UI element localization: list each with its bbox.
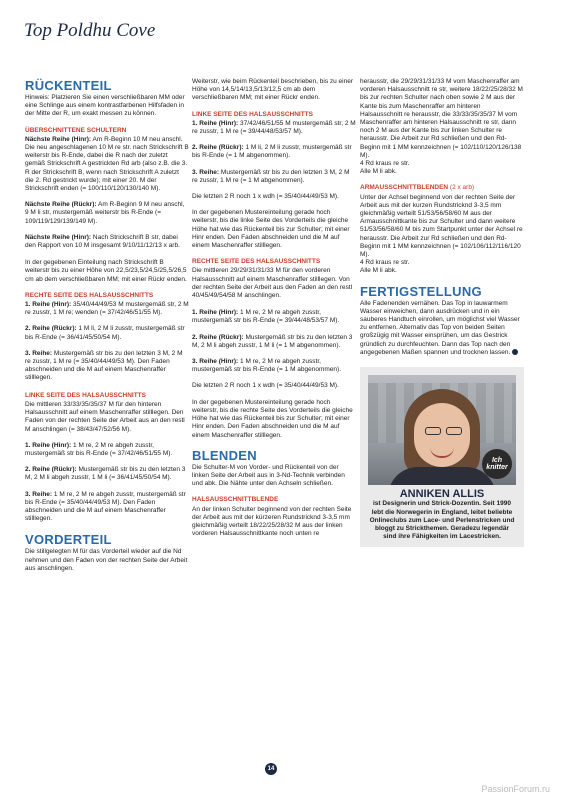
row-label: Nächste Reihe (Hinr): — [25, 135, 92, 143]
section-title-blenden: BLENDEN — [192, 447, 257, 463]
section-title-fertigstellung: FERTIGSTELLUNG — [360, 283, 482, 299]
instruction-row — [192, 120, 356, 136]
watermark: PassionForum.ru — [481, 784, 550, 794]
blenden-text: Die Schulter-M von Vorder- und Rückenteil von der linken Seite der Arbeit aus in 3-Nd-Technik verbinden und abk. Die Nähte unter den Achseln schließen. — [192, 463, 345, 488]
column-1 — [25, 78, 189, 581]
subsection-title-schultern: ÜBERSCHNITTENE SCHULTERN — [25, 126, 127, 134]
row-text: 1 M re, 2 M re abgeh zusstr, mustergemäß str bis R-Ende (= 1 M abgenommen). — [192, 358, 342, 374]
row-label: 2. Reihe (Rückr): — [25, 466, 77, 474]
armausschnitt-text: Unter der Achsel beginnend von der rechten Seite der Arbeit aus mit der kurzen Rundstricknd 3-3,5 mm gleichmäßig verteilt 51/53/56/58/60 M aus der Armausschnittkante bis zur Schulter und dann weitere 51/53/56/58/60 M bis zum Startpunkt unter der Achsel re herausstr. Die Arbeit zur Rd schließen und den Rd-Beginn mit 1 MM kennzeichnen (= 102/106/112/116/120 M). — [360, 193, 523, 259]
row-label: Nächste Reihe (Rückr): — [25, 201, 97, 209]
col3-intro: herausstr, die 29/29/31/31/33 M vom Maschenraffer am vorderen Halsausschnitt re str, weitere 18/22/25/28/32 M bis zur rechten Schulter nach oben sowie 2 M aus der Kante bis zum Maschenraffer am hinteren Halsausschnitt re herausstr, die 33/33/35/35/37 M vom Maschenraffer am hinteren Halsausschnitt re str, dann noch 2 M aus der Kante bis zur linken Schulter re herausstr. Die Arbeit zur Rd schließen und den Rd-Beginn mit 1 MM kennzeichnen (= 102/110/120/126/138 M). — [360, 78, 523, 159]
row-text: 1 M re, 2 M re abgeh zusstr, mustergemäß str bis R-Ende (= 39/44/48/53/57 M). — [192, 309, 340, 325]
instruction-row — [25, 491, 189, 524]
fertigstellung-paragraph — [360, 300, 524, 357]
section-title-vorderteil: VORDERTEIL — [25, 532, 112, 548]
row-label: 3. Reihe (Hinr): — [192, 358, 239, 366]
row-label: 3. Reihe: — [25, 349, 53, 357]
row-label: 2. Reihe (Rückr): — [25, 325, 77, 333]
column-3 — [360, 78, 524, 547]
row-text: Am R-Beginn 9 M neu anschl, 9 M li str, mustergemäß weiterstr bis R-Ende (= 109/119/129/139/149 M). — [25, 201, 185, 225]
row-label: 3. Reihe: — [192, 168, 220, 176]
row-label: 2. Reihe (Rückr): — [192, 333, 244, 341]
row-label: 1. Reihe (Hinr): — [25, 441, 72, 449]
row-label: 3. Reihe: — [25, 490, 53, 498]
linke-intro: Die mittleren 33/33/35/35/37 M für den hinteren Halsausschnitt auf einem Maschenraffer stilllegen. Den Faden von der rechten Seite der Arbeit aus an den restl M anschlingen (= 38/43/47/52/56 M). — [25, 400, 185, 433]
instruction-row — [25, 136, 189, 193]
author-photo — [368, 375, 516, 485]
instruction-row — [192, 309, 356, 325]
instruction-row — [25, 234, 189, 250]
instruction-line: 4 Rd kraus re str. — [360, 259, 410, 267]
instruction-row — [25, 466, 189, 482]
knitter-badge-logo: Ich knitter — [482, 449, 512, 479]
instruction-row — [25, 301, 189, 317]
row-text: 1 M li, 2 M li zusstr, mustergemäß str bis R-Ende (= 1 M abgenommen). — [192, 144, 352, 160]
fertigstellung-text: Alle Fadenenden vernähen. Das Top in lauwarmem Wasser einweichen, dann ausdrücken und in ein sauberes Handtuch einrollen, um möglichst viel Wasser zu entfernen. Alternativ das Top von beiden Seiten großzügig mit Wasser einsprühen, um das Gestrick gründlich zu durchfeuchten. Dann das Top nach den angegebenen Maßen spannen und trocknen lassen. — [360, 299, 520, 356]
instruction-row — [192, 358, 356, 374]
subsection-title-armausschnitt — [360, 184, 524, 192]
row-text: Mustergemäß str bis zu den letzten 3 M, 2 M re zusstr, 1 M re (= 35/40/44/49/53 M). Den Faden abschneiden und die M auf einem Maschenraffer stilllegen. — [25, 349, 183, 382]
row-text: 1 M re, 2 M re abgeh zusstr, mustergemäß str bis R-Ende (= 35/40/44/49/53 M). Den Faden abschneiden und die M auf einem Maschenraffer stilllegen. — [25, 490, 186, 523]
instruction-row — [25, 325, 189, 341]
rechte-after: Die letzten 2 R noch 1 x wdh (= 35/40/44/49/53 M). — [192, 382, 339, 390]
row-text: Mustergemäß str bis zu den letzten 3 M, 2 M li abgeh zusstr, 1 M li (= 1 M abgenommen). — [192, 333, 353, 349]
rechte-paragraph: In der gegebenen Mustereinteilung gerade hoch weiterstr, bis die rechte Seite des Vorderteils die gleiche Höhe hat wie das Rückenteil bis zur Schulter; mit einer Hinr enden. Den Faden abschneiden und die M auf einem Maschenraffer stilllegen. — [192, 398, 353, 439]
author-name: ANNIKEN ALLIS — [399, 488, 485, 501]
row-text: Mustergemäß str bis zu den letzten 3 M, 2 M re zusstr, 1 M re (= 1 M abgenommen). — [192, 168, 350, 184]
linke-paragraph: In der gegebenen Mustereinteilung gerade hoch weiterstr, bis die linke Seite des Vorderteils die gleiche Höhe hat wie das Rückenteil bis zur Schulter; mit einer Hinr enden. Den Faden abschneiden und die M auf einem Maschenraffer stilllegen. — [192, 209, 350, 250]
page-title: Top Poldhu Cove — [24, 20, 156, 41]
page-number: 14 — [265, 763, 277, 775]
row-label: 2. Reihe (Rückr): — [192, 144, 244, 152]
row-label: 1. Reihe (Hinr): — [192, 309, 239, 317]
instruction-row — [192, 334, 356, 350]
subsection-title-halsblende: HALSAUSSCHNITTBLENDE — [192, 496, 279, 504]
row-text: Am R-Beginn 10 M neu anschl. Die neu angeschlagenen 10 M re str. nach Strickschrift B weiterstr bis R-Ende, dabei die R nach der zuletzt gemäß Strickschrift A gestrickten Rd arb (also z.B. die 3. R der Strickschrift B, wenn nach Strickschrift A zuletzt die 2. Rd gestrickt wurde); mit einer 20. M der Strickschrift enden (= 100/110/120/130/140 M). — [25, 135, 189, 193]
instruction-row — [25, 201, 189, 226]
armausschnitt-title-text: ARMAUSSCHNITTBLENDEN — [360, 184, 449, 192]
schultern-paragraph: In der gegebenen Einteilung nach Strickschrift B weiterstr bis zu einer Höhe von 22,5/23,5/24,5/25,5/26,5 cm ab dem verschließbaren MM; mit einer Rückr enden. — [25, 259, 187, 283]
rueckenteil-intro: Hinweis: Platzieren Sie einen verschließbaren MM oder eine Schlinge aus einem kontrastfarbenen Hilfsfaden in der Mitte der R, um exakt messen zu können. — [25, 94, 185, 118]
linke-after: Die letzten 2 R noch 1 x wdh (= 35/40/44/49/53 M). — [192, 193, 339, 201]
halsblende-text: An der linken Schulter beginnend von der rechten Seite der Arbeit aus mit der kürzeren Rundstricknd 3-3,5 mm gleichmäßig verteilt 18/22/25/28/32 M aus der linken vorderen Halsausschnittkante noch unten re — [192, 505, 352, 538]
instruction-line: 4 Rd kraus re str. — [360, 160, 410, 168]
instruction-line: Alle M li abk. — [360, 267, 397, 275]
author-bio: ist Designerin und Strick-Dozentin. Seit 1990 lebt die Norwegerin in England, leitet beliebte Onlineclubs zum Lace- und Perlenstricken und bloggt zu Strickthemen. Geradezu legendär sind ihre Fähigkeiten im Lacestricken. — [369, 500, 515, 541]
row-text: 35/40/44/49/53 M mustergemäß str, 2 M re zusstr, 1 M re; wenden (= 37/42/46/51/55 M). — [25, 301, 189, 317]
row-label: 1. Reihe (Hinr): — [192, 119, 239, 127]
row-text: 37/42/46/51/55 M mustergemäß str, 2 M re zusstr, 1 M re (= 39/44/48/53/57 M). — [192, 119, 356, 136]
rechte-intro: Die mittleren 29/29/31/31/33 M für den vorderen Halsausschnitt auf einem Maschenraffer stilllegen. Von der rechten Seite der Arbeit aus den Faden an den restl 40/45/49/54/58 M anschlingen. — [192, 267, 353, 300]
subsection-title-rechte-seite: RECHTE SEITE DES HALSAUSSCHNITTS — [25, 291, 154, 299]
subsection-title-linke-seite: LINKE SEITE DES HALSAUSSCHNITTS — [25, 391, 146, 399]
instruction-row — [192, 169, 356, 185]
row-text: Nach Strickschrift B str, dabei den Rapport von 10 M insgesamt 9/10/11/12/13 x arb. — [25, 233, 180, 250]
instruction-line: Alle M li abk. — [360, 168, 397, 176]
row-text: 1 M re, 2 M re abgeh zusstr, mustergemäß str bis R-Ende (= 37/42/46/51/55 M). — [25, 441, 173, 457]
subsection-title-rechte-seite-vorne: RECHTE SEITE DES HALSAUSSCHNITTS — [192, 258, 321, 266]
row-text: Mustergemäß str bis zu den letzten 3 M, 2 M li abgeh zusstr, 1 M li (= 36/41/45/50/54 M). — [25, 466, 186, 482]
col2-intro: Weiterstr, wie beim Rückenteil beschrieben, bis zu einer Höhe von 14,5/14/13,5/13/12,5 cm ab dem verschließbaren MM; mit einer Rückr enden. — [192, 78, 354, 102]
vorderteil-text: Die stillgelegten M für das Vorderteil wieder auf die Nd nehmen und den Faden von der rechten Seite der Arbeit aus anschlingen. — [25, 548, 188, 572]
instruction-row — [192, 144, 356, 160]
column-2 — [192, 78, 356, 546]
row-label: Nächste Reihe (Hinr): — [25, 233, 92, 241]
row-label: 1. Reihe (Hinr): — [25, 301, 72, 309]
section-title-rueckenteil: RÜCKENTEIL — [25, 78, 112, 93]
armausschnitt-suffix: (2 x arb) — [448, 184, 475, 192]
instruction-row — [25, 350, 189, 383]
end-mark-icon — [512, 349, 518, 355]
author-box — [360, 367, 524, 547]
subsection-title-linke-seite-vorne: LINKE SEITE DES HALSAUSSCHNITTS — [192, 110, 313, 118]
row-text: 1 M li, 2 M li zusstr, mustergemäß str bis R-Ende (= 36/41/45/50/54 M). — [25, 325, 185, 341]
instruction-row — [25, 442, 189, 458]
